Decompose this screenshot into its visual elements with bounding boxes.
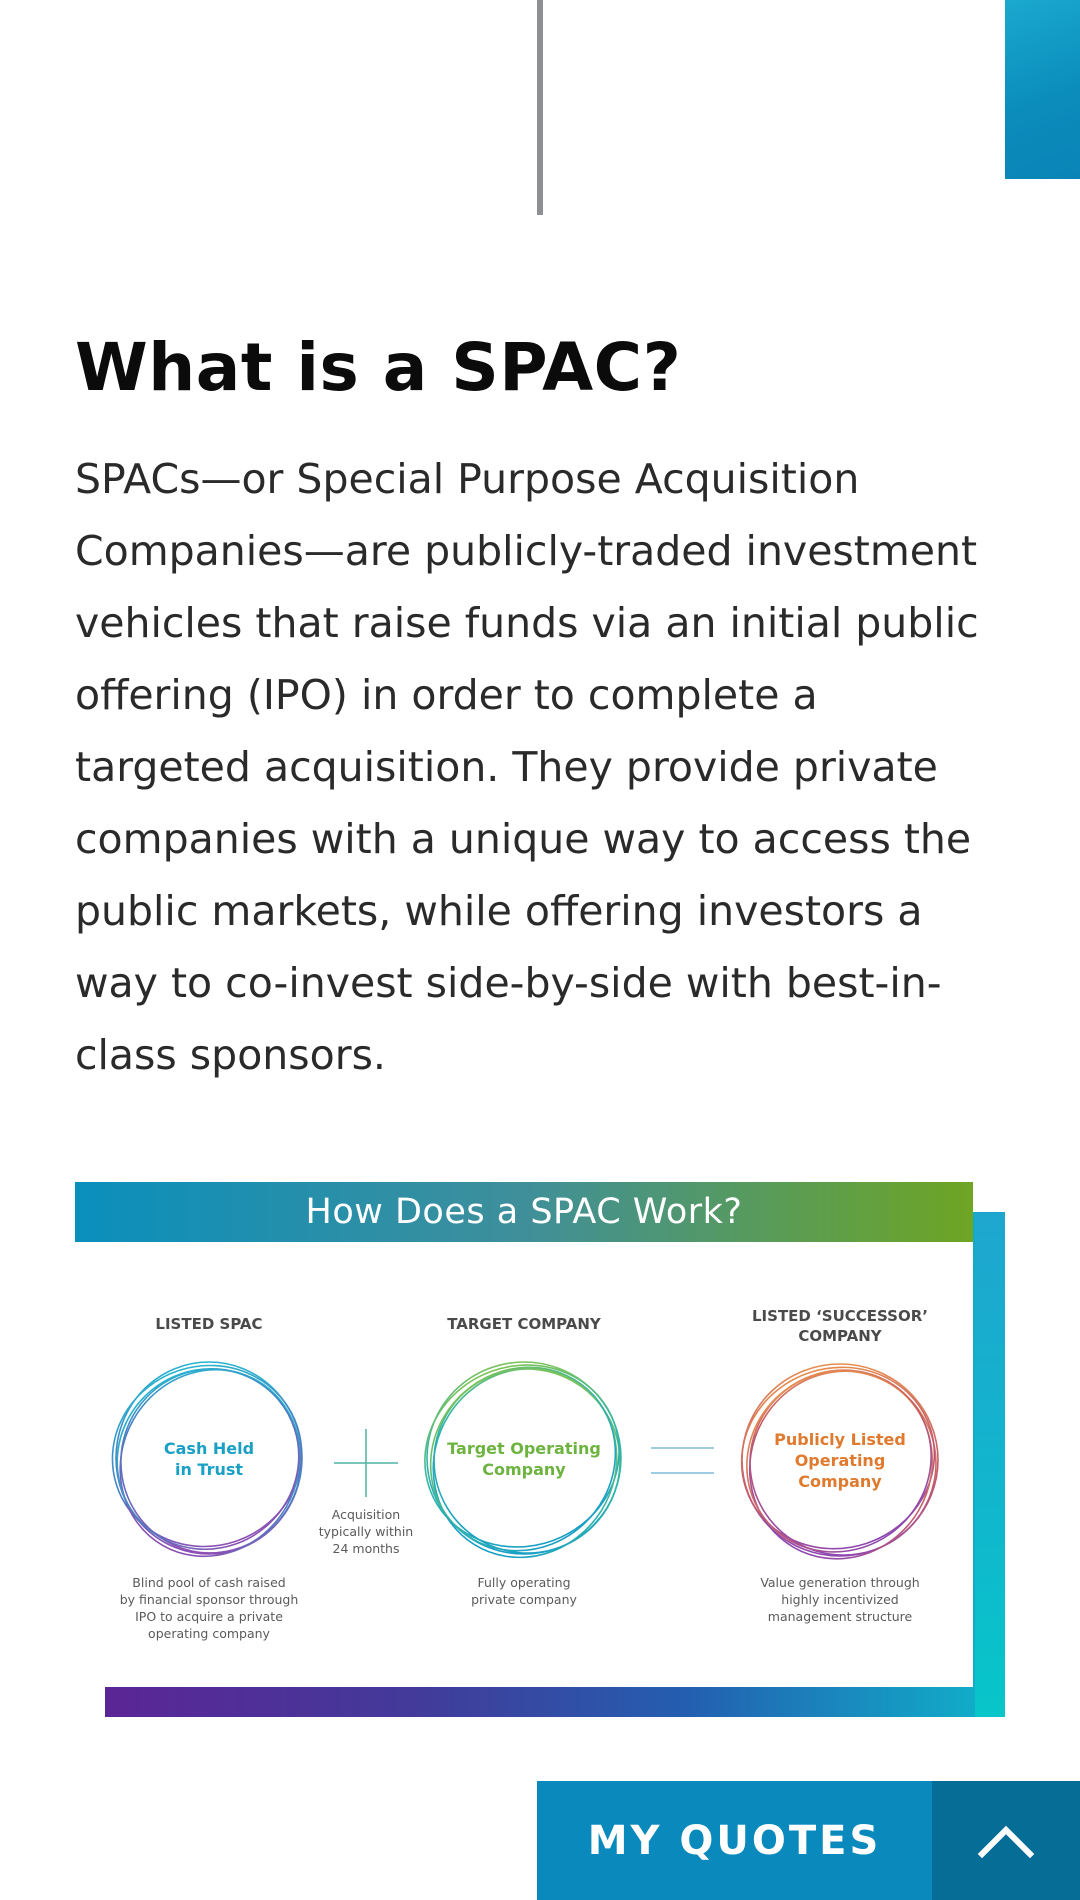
top-divider xyxy=(537,0,543,215)
diagram-frame-edge xyxy=(975,1212,1005,1717)
circle-label-publicly-listed: Publicly Listed Operating Company xyxy=(774,1430,906,1491)
top-accent-block xyxy=(1005,0,1080,179)
caption-successor-company: Value generation through highly incentivized management structure xyxy=(760,1575,920,1624)
caption-listed-spac: Blind pool of cash raised by financial sponsor through IPO to acquire a private operating company xyxy=(119,1575,299,1641)
chevron-up-icon xyxy=(978,1824,1034,1858)
quotes-toggle-button[interactable] xyxy=(932,1781,1080,1900)
circle-label-cash-held: Cash Held in Trust xyxy=(163,1439,255,1479)
column-title-listed-spac: LISTED SPAC xyxy=(155,1315,263,1333)
page-title: What is a SPAC? xyxy=(75,329,682,406)
spac-description: SPACs—or Special Purpose Acquisition Companies—are publicly-traded investment vehicles that raise funds via an initial public offering (IPO) in order to complete a targeted acquisition. They provide private companies with a unique way to access the public markets, while offering investors a way to co-invest side-by-side with best-in-class sponsors. xyxy=(75,455,979,1079)
diagram-title: How Does a SPAC Work? xyxy=(305,1192,743,1232)
acquisition-caption: Acquisition typically within 24 months xyxy=(318,1507,414,1556)
plus-icon xyxy=(334,1429,398,1497)
my-quotes-label[interactable]: MY QUOTES xyxy=(587,1817,882,1864)
column-title-successor-company: LISTED ‘SUCCESSOR’ COMPANY xyxy=(752,1307,928,1345)
caption-target-company: Fully operating private company xyxy=(471,1575,577,1607)
equals-icon xyxy=(651,1448,714,1473)
my-quotes-bar[interactable] xyxy=(537,1781,1080,1900)
spac-diagram xyxy=(75,1182,973,1687)
circle-label-target-operating: Target Operating Company xyxy=(447,1439,601,1479)
column-title-target-company: TARGET COMPANY xyxy=(447,1315,601,1333)
